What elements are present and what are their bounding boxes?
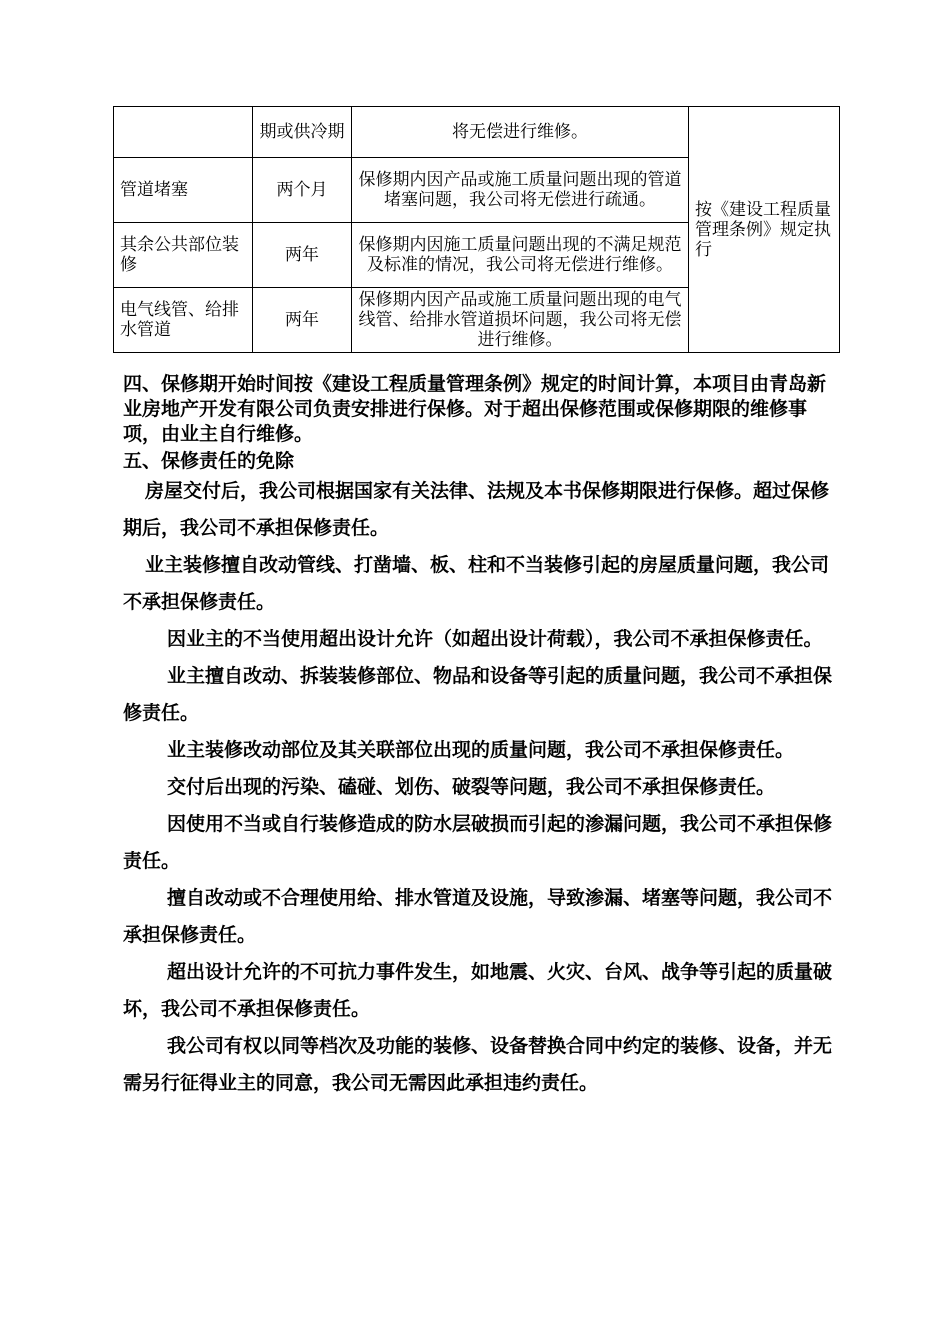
period-cell: 两个月 [253, 158, 352, 223]
exemption-paragraph: 交付后出现的污染、磕碰、划伤、破裂等问题，我公司不承担保修责任。 [167, 776, 776, 798]
section-4 [123, 372, 843, 447]
period-cell: 两年 [253, 223, 352, 288]
exemption-paragraph: 我公司有权以同等档次及功能的装修、设备替换合同中约定的装修、设备，并无需另行征得业主的同意，我公司无需因此承担违约责任。 [123, 1035, 833, 1094]
exemption-paragraph: 业主擅自改动、拆装装修部位、物品和设备等引起的质量问题，我公司不承担保修责任。 [123, 665, 833, 724]
exemption-paragraph: 超出设计允许的不可抗力事件发生，如地震、火灾、台风、战争等引起的质量破坏，我公司不承担保修责任。 [123, 961, 833, 1020]
exemption-paragraph: 因使用不当或自行装修造成的防水层破损而引起的渗漏问题，我公司不承担保修责任。 [123, 813, 833, 872]
item-cell [114, 107, 253, 158]
exemption-paragraph: 业主装修改动部位及其关联部位出现的质量问题，我公司不承担保修责任。 [167, 739, 795, 761]
description-cell: 保修期内因产品或施工质量问题出现的电气线管、给排水管道损坏问题，我公司将无偿进行维修。 [352, 288, 689, 353]
section-5 [123, 449, 843, 1102]
description-cell: 保修期内因产品或施工质量问题出现的管道堵塞问题，我公司将无偿进行疏通。 [352, 158, 689, 223]
warranty-table [113, 106, 840, 353]
exemption-paragraph: 业主装修擅自改动管线、打凿墙、板、柱和不当装修引起的房屋质量问题，我公司不承担保修责任。 [123, 554, 830, 613]
exemption-paragraph: 因业主的不当使用超出设计允许（如超出设计荷载），我公司不承担保修责任。 [167, 628, 823, 650]
exemption-paragraph: 擅自改动或不合理使用给、排水管道及设施，导致渗漏、堵塞等问题，我公司不承担保修责任。 [123, 887, 833, 946]
description-cell: 将无偿进行维修。 [352, 107, 689, 158]
period-cell: 期或供冷期 [253, 107, 352, 158]
exemption-paragraph: 房屋交付后，我公司根据国家有关法律、法规及本书保修期限进行保修。超过保修期后，我公司不承担保修责任。 [123, 480, 830, 539]
item-cell: 管道堵塞 [114, 158, 253, 223]
description-cell: 保修期内因施工质量问题出现的不满足规范及标准的情况，我公司将无偿进行维修。 [352, 223, 689, 288]
item-cell: 电气线管、给排水管道 [114, 288, 253, 353]
basis-cell: 按《建设工程质量管理条例》规定执行 [689, 107, 840, 353]
section-5-title: 五、保修责任的免除 [123, 450, 295, 472]
table-row [114, 107, 840, 158]
section-4-text: 四、保修期开始时间按《建设工程质量管理条例》规定的时间计算，本项目由青岛新业房地产开发有限公司负责安排进行保修。对于超出保修范围或保修期限的维修事项，由业主自行维修。 [123, 373, 827, 445]
item-cell: 其余公共部位装修 [114, 223, 253, 288]
period-cell: 两年 [253, 288, 352, 353]
